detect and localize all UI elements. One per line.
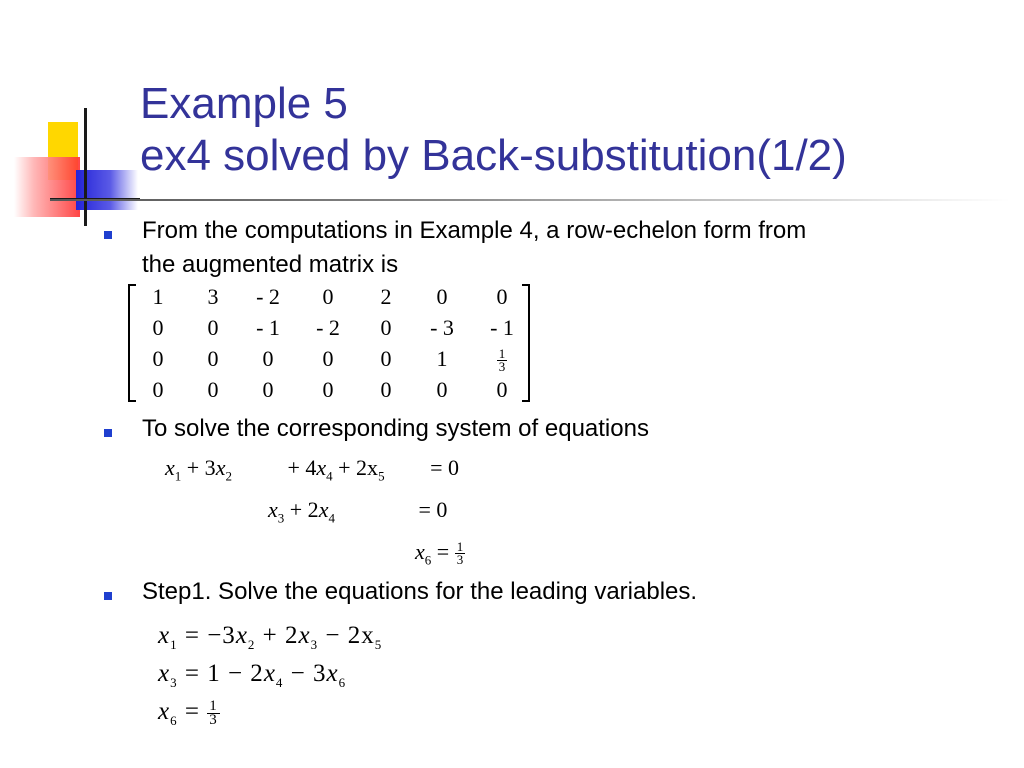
matrix-cell: 0 <box>152 315 164 340</box>
matrix-cell: 1 <box>152 284 164 309</box>
matrix-cell: 0 <box>207 377 219 402</box>
matrix-left-bracket <box>128 284 136 402</box>
bullet-1-text <box>142 214 806 282</box>
matrix-cell: 3 <box>207 284 219 309</box>
logo-red-square <box>14 157 80 217</box>
bullet-1-line-1: From the computations in Example 4, a row-echelon form from <box>142 217 807 244</box>
logo-vertical-line <box>84 108 87 226</box>
matrix-cell: - 1 <box>490 315 514 340</box>
bullet-marker <box>104 592 112 600</box>
fraction-numerator: 1 <box>498 346 506 362</box>
matrix-cell: 0 <box>436 284 448 309</box>
matrix-row <box>138 344 520 374</box>
matrix-cell: 0 <box>152 377 164 402</box>
fraction-numerator: 1 <box>209 697 218 714</box>
bullet-3-text: Step1. Solve the equations for the leading variables. <box>142 578 698 605</box>
matrix-row <box>138 282 520 312</box>
matrix-cell: 0 <box>322 284 334 309</box>
matrix-cell: - 3 <box>430 315 454 340</box>
matrix-cell: 0 <box>322 377 334 402</box>
matrix-cell: 0 <box>496 284 508 309</box>
fraction-denominator: 3 <box>456 552 464 568</box>
system-equation-3: $x_6$ = $\frac{1}{3}$ <box>415 539 464 568</box>
title-line-1: Example 5 <box>140 79 348 128</box>
matrix-cell: 0 <box>380 346 392 371</box>
matrix-cell: 0 <box>152 346 164 371</box>
matrix-cell: - 1 <box>256 315 280 340</box>
solution-equation-1: $x_1 = -3x_2 + 2x_3 - 2x_5$ <box>158 622 383 652</box>
matrix-cell-fraction <box>482 344 522 374</box>
matrix-cell: 0 <box>262 377 274 402</box>
system-equation-2: $x_3 + 2x_4 = 0$ <box>268 497 448 526</box>
fraction-denominator: 3 <box>498 359 506 375</box>
fraction <box>207 697 220 728</box>
matrix-cell: 0 <box>380 377 392 402</box>
matrix-cell: 0 <box>262 346 274 371</box>
fraction <box>455 541 466 566</box>
bullet-1-line-2: the augmented matrix is <box>142 251 399 278</box>
bullet-marker <box>104 429 112 437</box>
solution-equation-3: $x_6$ = $\frac{1}{3}$ <box>158 697 218 728</box>
matrix-right-bracket <box>522 284 530 402</box>
matrix-cell: 2 <box>380 284 392 309</box>
matrix-cell: 0 <box>436 377 448 402</box>
matrix-cell: 0 <box>322 346 334 371</box>
matrix-cell: 1 <box>436 346 448 371</box>
matrix-cell: - 2 <box>256 284 280 309</box>
slide-title <box>140 78 847 182</box>
solution-equation-2: $x_3 = 1 - 2x_4 - 3x_6$ <box>158 660 347 690</box>
title-line-2: ex4 solved by Back-substitution(1/2) <box>140 131 847 180</box>
matrix-cell: - 2 <box>316 315 340 340</box>
matrix-row <box>138 313 520 343</box>
fraction-numerator: 1 <box>456 539 464 555</box>
matrix-cell: 0 <box>207 346 219 371</box>
bullet-marker <box>104 231 112 239</box>
bullet-2-text: To solve the corresponding system of equations <box>142 415 649 442</box>
matrix-cell: 0 <box>207 315 219 340</box>
fraction <box>497 348 508 373</box>
matrix-cell: 0 <box>496 377 508 402</box>
matrix-row <box>138 375 520 405</box>
decorative-logo <box>0 100 140 230</box>
augmented-matrix <box>128 282 530 406</box>
title-divider <box>50 199 1010 201</box>
matrix-cell: 0 <box>380 315 392 340</box>
system-equation-1: $x_1 + 3x_2 + 4x_4 + 2x_5 = 0$ <box>165 455 459 484</box>
fraction-denominator: 3 <box>209 711 218 728</box>
